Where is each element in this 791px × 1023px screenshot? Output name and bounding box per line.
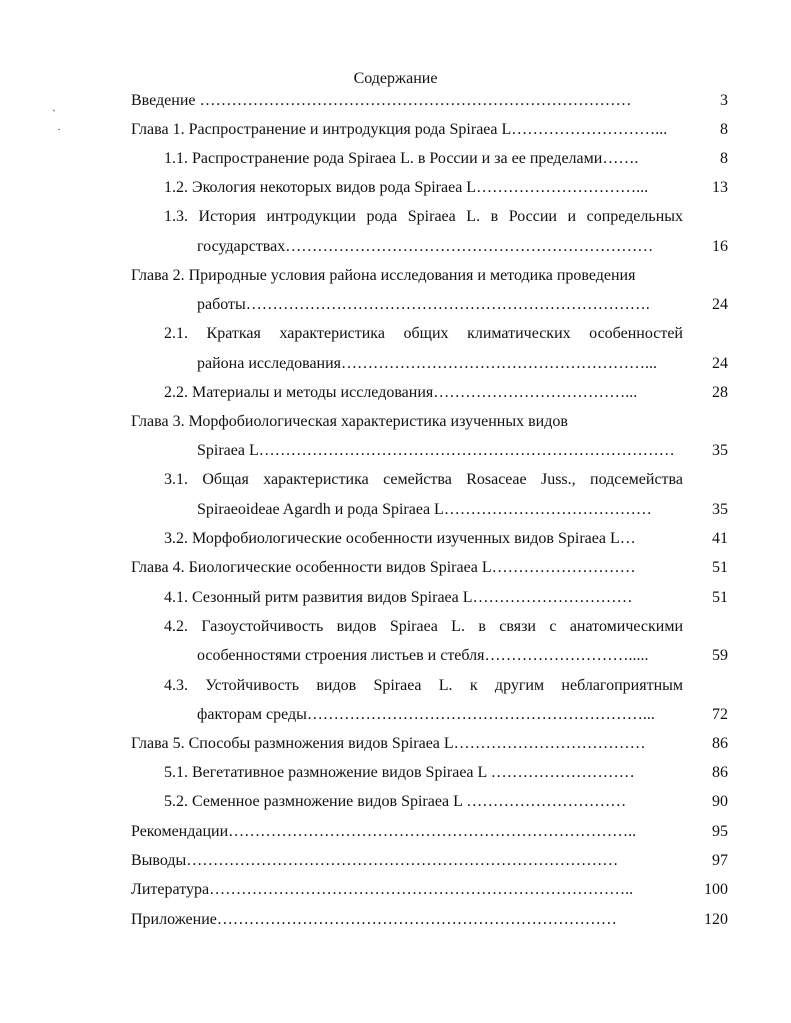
toc-entry-text: Литература……………………………………………………………………..	[131, 881, 634, 898]
toc-entry-page: 24	[712, 355, 728, 372]
toc-entry-text: 2.2. Материалы и методы исследования………………………………...	[164, 384, 638, 401]
toc-entry-page: 16	[712, 238, 728, 255]
toc-entry-text: факторам среды………………………………………………………...	[197, 706, 655, 723]
scan-mark: ˎ	[52, 98, 56, 112]
toc-entry-page: 51	[712, 559, 728, 576]
toc-entry-text: 4.2. Газоустойчивость видов Spiraea L. в связи с анатомическими	[164, 618, 683, 635]
toc-entry-page: 35	[712, 442, 728, 459]
toc-entry-text: Глава 4. Биологические особенности видов Spiraea L………………………	[131, 559, 636, 576]
toc-entry-page: 8	[720, 121, 728, 138]
toc-entry-text: 1.2. Экология некоторых видов рода Spiraea L…………………………...	[164, 179, 649, 196]
toc-entry-text: 3.2. Морфобиологические особенности изученных видов Spiraea L…	[164, 530, 636, 547]
toc-entry-text: 5.2. Семенное размножение видов Spiraea L …………………………	[164, 793, 627, 810]
toc-entry-text: Глава 5. Способы размножения видов Spiraea L………………………………	[131, 735, 646, 752]
toc-entry-page: 97	[712, 852, 728, 869]
toc-entry-text: Введение ………………………………………………………………………	[131, 92, 632, 109]
toc-entry-text: 1.1. Распространение рода Spiraea L. в России и за ее пределами…….	[164, 150, 639, 167]
toc-entry-text: района исследования…………………………………………………...	[197, 355, 658, 372]
toc-entry-page: 35	[712, 501, 728, 518]
toc-entry-page: 59	[712, 647, 728, 664]
toc-entry-page: 8	[720, 150, 728, 167]
toc-entry-text: Глава 1. Распространение и интродукция рода Spiraea L………………………...	[131, 121, 668, 138]
toc-entry-page: 3	[720, 92, 728, 109]
toc-entry-text: 1.3. История интродукции рода Spiraea L. в России и сопредельных	[164, 208, 683, 225]
toc-entry-page: 95	[712, 823, 728, 840]
toc-entry-text: 4.3. Устойчивость видов Spiraea L. к другим неблагоприятным	[164, 677, 683, 694]
toc-entry-text: государствах……………………………………………………………	[197, 238, 654, 255]
toc-entry-text: Spiraeoideae Agardh и рода Spiraea L…………………………………	[197, 501, 652, 518]
toc-entry-page: 86	[712, 735, 728, 752]
toc-entry-text: Spiraea L……………………………………………………………………	[197, 442, 675, 459]
toc-entry-text: Глава 3. Морфобиологическая характеристика изученных видов	[131, 413, 568, 430]
toc-entry-text: Приложение…………………………………………………………………	[131, 911, 617, 928]
toc-entry-page: 120	[704, 911, 728, 928]
toc-entry-text: особенностями строения листьев и стебля……………………….....	[197, 647, 649, 664]
toc-entry-text: 3.1. Общая характеристика семейства Rosaceae Juss., подсемейства	[164, 471, 683, 488]
toc-entry-page: 100	[704, 881, 728, 898]
toc-entry-text: 4.1. Сезонный ритм развития видов Spiraea L…………………………	[164, 589, 633, 606]
toc-entry-page: 86	[712, 764, 728, 781]
toc-entry-page: 90	[712, 793, 728, 810]
toc-entry-text: работы………………………………………………………………….	[197, 296, 650, 313]
toc-entry-page: 51	[712, 589, 728, 606]
toc-entry-page: 72	[712, 706, 728, 723]
toc-entry-text: 2.1. Краткая характеристика общих климатических особенностей	[164, 325, 683, 342]
toc-entry-page: 13	[712, 179, 728, 196]
toc-entry-text: 5.1. Вегетативное размножение видов Spiraea L ………………………	[164, 764, 635, 781]
toc-entry-text: Глава 2. Природные условия района исследования и методика проведения	[131, 267, 636, 284]
toc-entry-page: 28	[712, 384, 728, 401]
toc-entry-text: Рекомендации…………………………………………………………………..	[131, 823, 637, 840]
page-title: Содержание	[353, 70, 438, 87]
scan-mark: ·	[57, 122, 61, 136]
toc-entry-text: Выводы………………………………………………………………………	[131, 852, 619, 869]
toc-entry-page: 24	[712, 296, 728, 313]
toc-entry-page: 41	[712, 530, 728, 547]
